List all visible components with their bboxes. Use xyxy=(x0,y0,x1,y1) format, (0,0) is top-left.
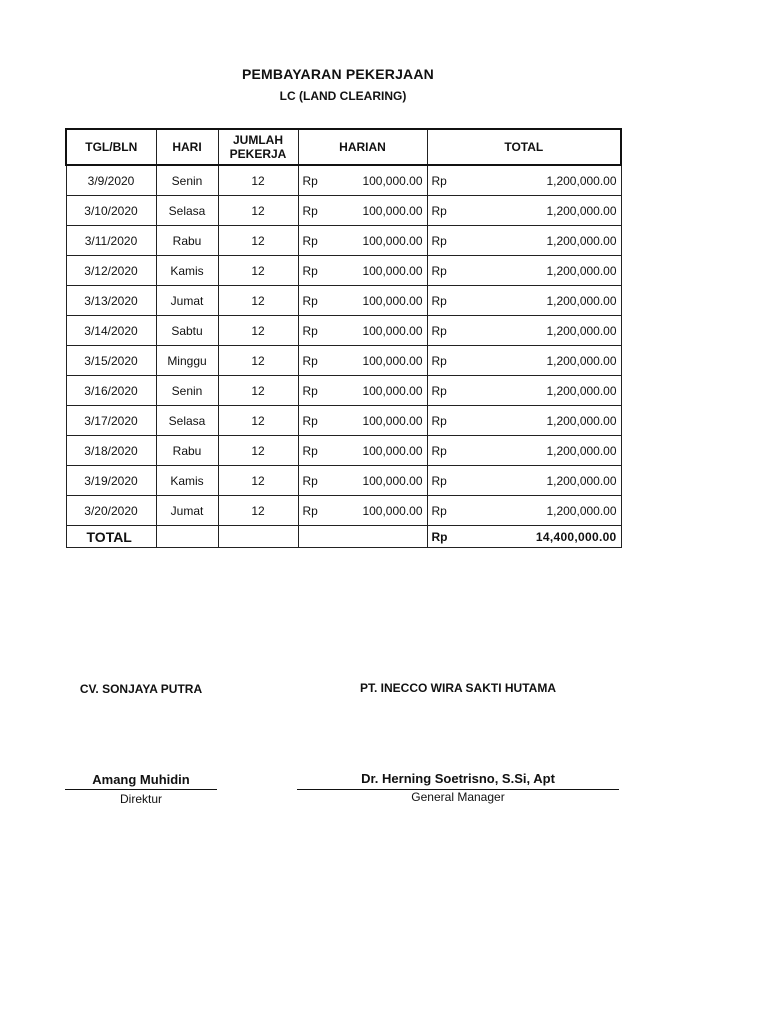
cell-day: Jumat xyxy=(156,496,218,526)
table-row xyxy=(66,436,621,466)
cell-total-amount: 1,200,000.00 xyxy=(463,496,621,526)
cell-daily-currency: Rp xyxy=(298,316,346,346)
cell-workers: 12 xyxy=(218,256,298,286)
cell-total-amount: 1,200,000.00 xyxy=(463,346,621,376)
cell-daily-amount: 100,000.00 xyxy=(346,256,427,286)
cell-total-currency: Rp xyxy=(427,496,463,526)
right-signatory-role: General Manager xyxy=(411,790,505,804)
cell-date: 3/17/2020 xyxy=(66,406,156,436)
table-footer-row xyxy=(66,526,621,548)
left-signatory-name: Amang Muhidin xyxy=(92,772,190,787)
right-signatory-name: Dr. Herning Soetrisno, S.Si, Apt xyxy=(361,771,555,786)
cell-day: Kamis xyxy=(156,466,218,496)
cell-total-amount: 1,200,000.00 xyxy=(463,316,621,346)
cell-daily-currency: Rp xyxy=(298,286,346,316)
cell-total-amount: 1,200,000.00 xyxy=(463,286,621,316)
header-total: TOTAL xyxy=(427,129,621,165)
cell-date: 3/15/2020 xyxy=(66,346,156,376)
cell-workers: 12 xyxy=(218,196,298,226)
cell-daily-currency: Rp xyxy=(298,256,346,286)
cell-workers: 12 xyxy=(218,346,298,376)
cell-workers: 12 xyxy=(218,496,298,526)
cell-day: Rabu xyxy=(156,226,218,256)
cell-date: 3/18/2020 xyxy=(66,436,156,466)
cell-date: 3/9/2020 xyxy=(66,165,156,196)
cell-workers: 12 xyxy=(218,436,298,466)
table-row xyxy=(66,256,621,286)
document-subtitle: LC (LAND CLEARING) xyxy=(279,89,407,103)
cell-daily-currency: Rp xyxy=(298,165,346,196)
table-header-row xyxy=(66,129,621,165)
cell-total-currency: Rp xyxy=(427,466,463,496)
cell-day: Minggu xyxy=(156,346,218,376)
table-row xyxy=(66,165,621,196)
footer-empty-day xyxy=(156,526,218,548)
cell-total-currency: Rp xyxy=(427,376,463,406)
table-row xyxy=(66,196,621,226)
cell-daily-amount: 100,000.00 xyxy=(346,226,427,256)
left-company: CV. SONJAYA PUTRA xyxy=(79,682,203,696)
cell-day: Selasa xyxy=(156,406,218,436)
cell-day: Senin xyxy=(156,376,218,406)
cell-total-currency: Rp xyxy=(427,436,463,466)
cell-workers: 12 xyxy=(218,165,298,196)
header-day: HARI xyxy=(156,129,218,165)
cell-total-currency: Rp xyxy=(427,346,463,376)
payment-table-container xyxy=(65,128,620,548)
cell-daily-amount: 100,000.00 xyxy=(346,406,427,436)
cell-daily-currency: Rp xyxy=(298,436,346,466)
table-row xyxy=(66,496,621,526)
header-workers-line1: JUMLAH xyxy=(233,133,283,147)
cell-day: Senin xyxy=(156,165,218,196)
cell-date: 3/16/2020 xyxy=(66,376,156,406)
cell-total-currency: Rp xyxy=(427,286,463,316)
cell-daily-amount: 100,000.00 xyxy=(346,496,427,526)
cell-total-amount: 1,200,000.00 xyxy=(463,436,621,466)
cell-day: Jumat xyxy=(156,286,218,316)
cell-workers: 12 xyxy=(218,316,298,346)
table-row xyxy=(66,346,621,376)
right-company: PT. INECCO WIRA SAKTI HUTAMA xyxy=(360,681,556,695)
header-daily: HARIAN xyxy=(298,129,427,165)
cell-total-currency: Rp xyxy=(427,256,463,286)
cell-workers: 12 xyxy=(218,286,298,316)
cell-daily-currency: Rp xyxy=(298,496,346,526)
cell-total-amount: 1,200,000.00 xyxy=(463,256,621,286)
table-row xyxy=(66,376,621,406)
cell-date: 3/11/2020 xyxy=(66,226,156,256)
table-body xyxy=(66,165,621,526)
cell-date: 3/10/2020 xyxy=(66,196,156,226)
cell-date: 3/13/2020 xyxy=(66,286,156,316)
cell-workers: 12 xyxy=(218,376,298,406)
cell-total-currency: Rp xyxy=(427,165,463,196)
cell-daily-amount: 100,000.00 xyxy=(346,376,427,406)
cell-total-amount: 1,200,000.00 xyxy=(463,376,621,406)
cell-total-amount: 1,200,000.00 xyxy=(463,466,621,496)
cell-day: Kamis xyxy=(156,256,218,286)
header-workers xyxy=(218,129,298,165)
cell-daily-currency: Rp xyxy=(298,376,346,406)
table-row xyxy=(66,406,621,436)
footer-empty-daily xyxy=(298,526,427,548)
cell-daily-currency: Rp xyxy=(298,406,346,436)
cell-total-amount: 1,200,000.00 xyxy=(463,226,621,256)
cell-total-currency: Rp xyxy=(427,406,463,436)
footer-label: TOTAL xyxy=(66,526,156,548)
table-row xyxy=(66,286,621,316)
cell-daily-currency: Rp xyxy=(298,196,346,226)
cell-total-amount: 1,200,000.00 xyxy=(463,165,621,196)
cell-daily-amount: 100,000.00 xyxy=(346,346,427,376)
cell-workers: 12 xyxy=(218,226,298,256)
cell-date: 3/12/2020 xyxy=(66,256,156,286)
document-title: PEMBAYARAN PEKERJAAN xyxy=(241,66,434,82)
cell-total-amount: 1,200,000.00 xyxy=(463,196,621,226)
cell-day: Sabtu xyxy=(156,316,218,346)
cell-day: Rabu xyxy=(156,436,218,466)
cell-daily-amount: 100,000.00 xyxy=(346,316,427,346)
left-signatory-role: Direktur xyxy=(119,792,162,806)
table-row xyxy=(66,466,621,496)
left-signature-line xyxy=(65,789,217,790)
cell-total-amount: 1,200,000.00 xyxy=(463,406,621,436)
cell-date: 3/19/2020 xyxy=(66,466,156,496)
cell-daily-currency: Rp xyxy=(298,346,346,376)
header-workers-line2: PEKERJA xyxy=(229,147,287,161)
cell-daily-currency: Rp xyxy=(298,466,346,496)
cell-daily-amount: 100,000.00 xyxy=(346,436,427,466)
footer-grand-total: 14,400,000.00 xyxy=(463,526,621,548)
cell-date: 3/14/2020 xyxy=(66,316,156,346)
header-date: TGL/BLN xyxy=(66,129,156,165)
cell-daily-amount: 100,000.00 xyxy=(346,196,427,226)
cell-daily-currency: Rp xyxy=(298,226,346,256)
cell-daily-amount: 100,000.00 xyxy=(346,466,427,496)
payment-table xyxy=(65,128,622,548)
cell-date: 3/20/2020 xyxy=(66,496,156,526)
footer-currency: Rp xyxy=(427,526,463,548)
footer-empty-workers xyxy=(218,526,298,548)
cell-workers: 12 xyxy=(218,466,298,496)
cell-daily-amount: 100,000.00 xyxy=(346,165,427,196)
cell-workers: 12 xyxy=(218,406,298,436)
cell-total-currency: Rp xyxy=(427,316,463,346)
table-row xyxy=(66,226,621,256)
cell-total-currency: Rp xyxy=(427,196,463,226)
table-row xyxy=(66,316,621,346)
cell-day: Selasa xyxy=(156,196,218,226)
cell-total-currency: Rp xyxy=(427,226,463,256)
cell-daily-amount: 100,000.00 xyxy=(346,286,427,316)
